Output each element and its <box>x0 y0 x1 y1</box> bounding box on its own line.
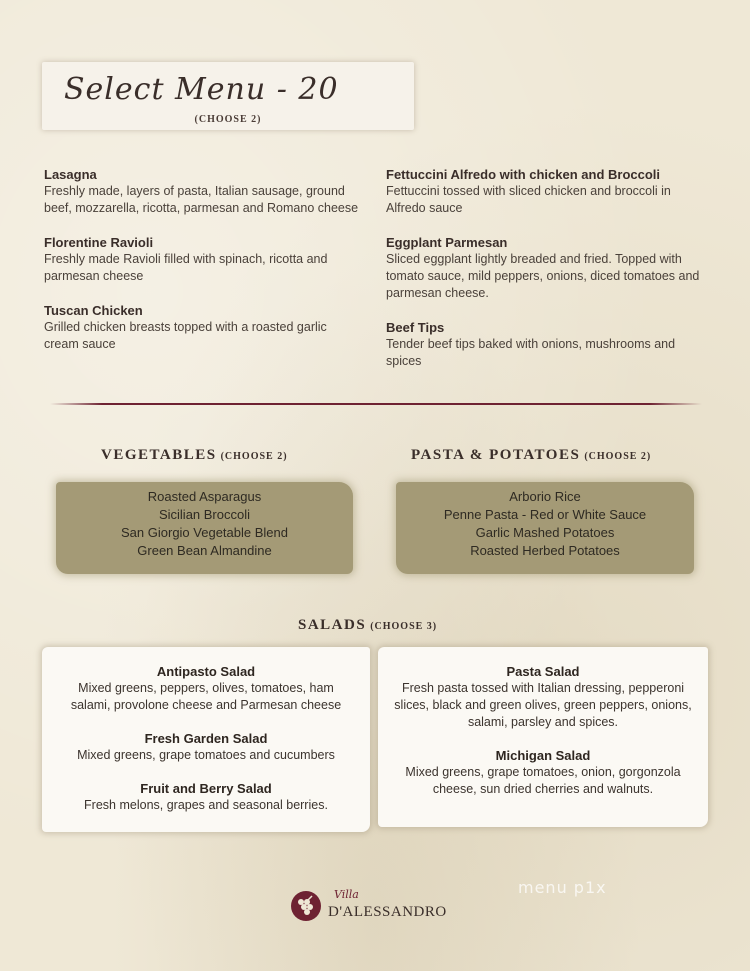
list-item: Green Bean Almandine <box>137 543 272 558</box>
vegetables-heading <box>101 447 288 464</box>
vegetables-list <box>56 482 353 574</box>
list-item: Sicilian Broccoli <box>158 507 251 522</box>
menu-item <box>44 234 364 285</box>
salad-description: Fresh melons, grapes and seasonal berries. <box>84 798 328 812</box>
item-name: Florentine Ravioli <box>44 235 154 250</box>
salad-name: Fruit and Berry Salad <box>140 781 272 796</box>
menu-item <box>44 166 364 217</box>
list-item: Garlic Mashed Potatoes <box>475 525 615 540</box>
item-description: Freshly made, layers of pasta, Italian sausage, ground beef, mozzarella, ricotta, parmesan and Romano cheese <box>44 184 359 215</box>
list-item: Roasted Asparagus <box>147 489 262 504</box>
salads-heading-text: SALADS <box>298 617 367 633</box>
list-item: Arborio Rice <box>509 489 581 504</box>
item-description: Grilled chicken breasts topped with a roasted garlic cream sauce <box>44 320 327 351</box>
pasta-potatoes-heading <box>411 447 651 464</box>
pasta-potatoes-list <box>396 482 694 574</box>
item-name: Lasagna <box>44 167 97 182</box>
vegetables-heading-text: VEGETABLES <box>101 447 217 463</box>
section-divider <box>50 403 702 405</box>
menu-item <box>44 302 364 353</box>
grapes-icon <box>290 890 322 922</box>
salad-description: Mixed greens, peppers, olives, tomatoes, ham salami, provolone cheese and Parmesan cheese <box>70 681 342 712</box>
pasta-potatoes-choose-note: (CHOOSE 2) <box>584 451 652 462</box>
menu-item <box>386 234 706 302</box>
salad-name: Fresh Garden Salad <box>144 731 268 746</box>
salad-name: Michigan Salad <box>495 748 591 763</box>
entrees-right-column <box>386 166 706 387</box>
restaurant-logo <box>290 888 460 928</box>
logo-script-text: Villa <box>334 888 359 901</box>
salad-name: Pasta Salad <box>506 664 580 679</box>
salad-description: Mixed greens, grape tomatoes and cucumbers <box>77 748 335 762</box>
item-description: Fettuccini tossed with sliced chicken and broccoli in Alfredo sauce <box>386 184 671 215</box>
item-description: Tender beef tips baked with onions, mushrooms and spices <box>386 337 676 368</box>
page-title: Select Menu - 20 <box>64 72 339 107</box>
item-name: Tuscan Chicken <box>44 303 143 318</box>
vegetables-choose-note: (CHOOSE 2) <box>220 451 288 462</box>
menu-item <box>386 166 706 217</box>
salads-heading <box>298 617 437 634</box>
salad-description: Mixed greens, grape tomatoes, onion, gorgonzola cheese, sun dried cherries and walnuts. <box>405 765 681 796</box>
salad-name: Antipasto Salad <box>156 664 256 679</box>
item-name: Fettuccini Alfredo with chicken and Broccoli <box>386 167 661 182</box>
item-name: Beef Tips <box>386 320 445 335</box>
menu-item <box>386 319 706 370</box>
salads-choose-note: (CHOOSE 3) <box>370 621 438 632</box>
watermark: menu p1x <box>518 878 607 897</box>
list-item: Roasted Herbed Potatoes <box>470 543 620 558</box>
item-description: Sliced eggplant lightly breaded and fried. Topped with tomato sauce, mild peppers, onions, diced tomatoes and parmesan cheese. <box>386 252 700 300</box>
list-item: Penne Pasta - Red or White Sauce <box>443 507 647 522</box>
salads-left-card <box>42 647 370 832</box>
page-subtitle: (CHOOSE 2) <box>194 114 262 125</box>
item-name: Eggplant Parmesan <box>386 235 508 250</box>
entrees-left-column <box>44 166 364 370</box>
salad-description: Fresh pasta tossed with Italian dressing, pepperoni slices, black and green olives, green peppers, onions, salami, parsley and spices. <box>394 681 692 729</box>
pasta-potatoes-heading-text: PASTA & POTATOES <box>411 447 581 463</box>
logo-name-text: D'ALESSANDRO <box>328 904 447 920</box>
title-banner <box>42 62 414 130</box>
list-item: San Giorgio Vegetable Blend <box>121 525 288 540</box>
item-description: Freshly made Ravioli filled with spinach, ricotta and parmesan cheese <box>44 252 328 283</box>
salads-right-card <box>378 647 708 827</box>
